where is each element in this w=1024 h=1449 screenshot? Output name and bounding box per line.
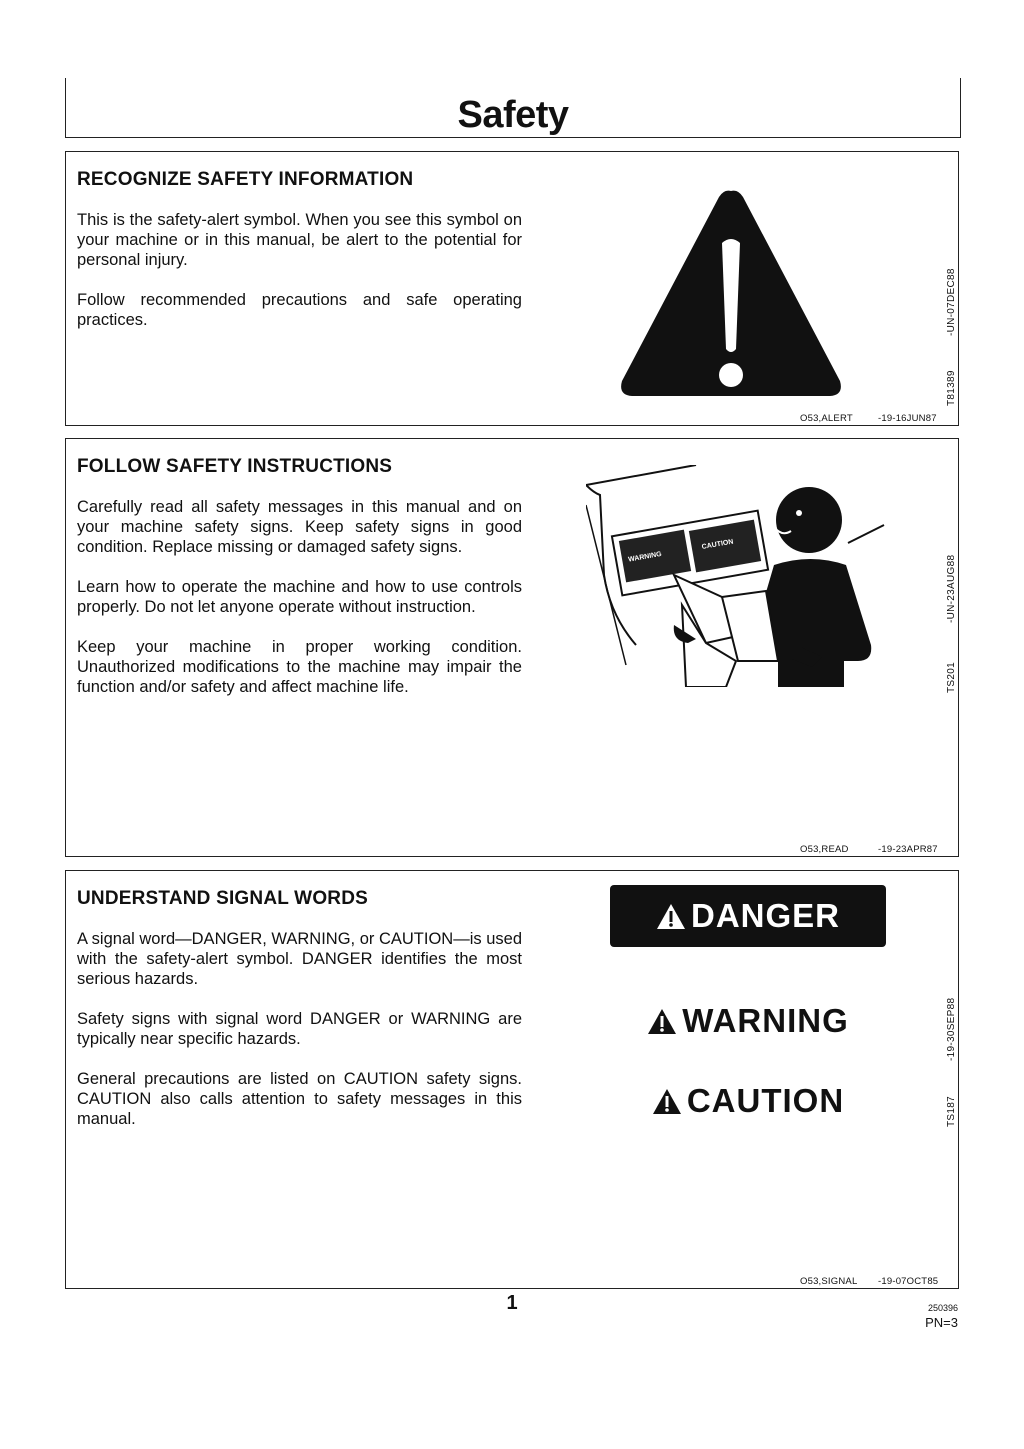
figure-date: -UN-23AUG88 bbox=[946, 554, 957, 623]
signal-word-warning: WARNING bbox=[682, 1002, 849, 1039]
document-code: 250396 bbox=[927, 1303, 958, 1313]
reference-id: O53,ALERT bbox=[800, 413, 853, 424]
safety-alert-triangle-icon bbox=[647, 1008, 677, 1035]
figure-id: T81389 bbox=[946, 370, 957, 406]
person-reading-manual-icon bbox=[586, 465, 886, 687]
section-body bbox=[77, 929, 522, 1149]
reference-code bbox=[800, 844, 938, 855]
page-title: Safety bbox=[457, 94, 569, 136]
reference-date: -19-16JUN87 bbox=[878, 413, 937, 424]
page-number: 1 bbox=[506, 1292, 518, 1314]
paragraph: Safety signs with signal word DANGER or WARNING are typically near specific hazards. bbox=[77, 1010, 522, 1048]
figure-id: TS187 bbox=[946, 1096, 957, 1127]
warning-sign bbox=[610, 996, 886, 1046]
reference-id: O53,READ bbox=[800, 844, 849, 855]
reference-date: -19-07OCT85 bbox=[878, 1276, 939, 1287]
safety-alert-triangle-icon bbox=[652, 1088, 682, 1115]
part-number: PN=3 bbox=[925, 1315, 958, 1330]
reference-code bbox=[800, 1276, 939, 1287]
section-heading: UNDERSTAND SIGNAL WORDS bbox=[77, 888, 369, 909]
caution-sign bbox=[610, 1076, 886, 1126]
decal-label-warning: WARNING bbox=[627, 550, 663, 564]
figure-date: -19-30SEP88 bbox=[946, 997, 957, 1061]
section-recognize-safety bbox=[65, 151, 959, 426]
paragraph: Learn how to operate the machine and how to use controls properly. Do not let anyone operate without instruction. bbox=[77, 578, 522, 616]
safety-alert-triangle-icon bbox=[656, 903, 686, 930]
figure-date: -UN-07DEC88 bbox=[946, 268, 957, 336]
paragraph: Carefully read all safety messages in this manual and on your machine safety signs. Keep safety signs in good condition. Replace missing or damaged safety signs. bbox=[77, 498, 522, 556]
section-signal-words bbox=[65, 870, 959, 1289]
paragraph: Follow recommended precautions and safe operating practices. bbox=[77, 291, 522, 329]
safety-alert-triangle-icon bbox=[616, 185, 846, 400]
section-body bbox=[77, 497, 522, 717]
paragraph: A signal word—DANGER, WARNING, or CAUTION—is used with the safety-alert symbol. DANGER identifies the most serious hazards. bbox=[77, 930, 522, 988]
figure-id: TS201 bbox=[946, 662, 957, 693]
section-heading: RECOGNIZE SAFETY INFORMATION bbox=[77, 169, 414, 190]
reference-id: O53,SIGNAL bbox=[800, 1276, 858, 1287]
signal-word-danger: DANGER bbox=[690, 897, 840, 934]
signal-word-caution: CAUTION bbox=[686, 1082, 845, 1119]
page-header bbox=[65, 78, 961, 138]
section-heading: FOLLOW SAFETY INSTRUCTIONS bbox=[77, 456, 393, 477]
section-follow-instructions bbox=[65, 438, 959, 857]
section-body bbox=[77, 210, 522, 350]
decal-label-caution: CAUTION bbox=[701, 538, 734, 551]
reference-date: -19-23APR87 bbox=[878, 844, 938, 855]
paragraph: This is the safety-alert symbol. When you see this symbol on your machine or in this manual, be alert to the potential for personal injury. bbox=[77, 211, 522, 269]
danger-sign bbox=[610, 885, 886, 947]
paragraph: General precautions are listed on CAUTION safety signs. CAUTION also calls attention to safety messages in this manual. bbox=[77, 1070, 522, 1128]
reference-code bbox=[800, 413, 937, 424]
paragraph: Keep your machine in proper working condition. Unauthorized modifications to the machine may impair the function and/or safety and affect machine life. bbox=[77, 638, 522, 696]
